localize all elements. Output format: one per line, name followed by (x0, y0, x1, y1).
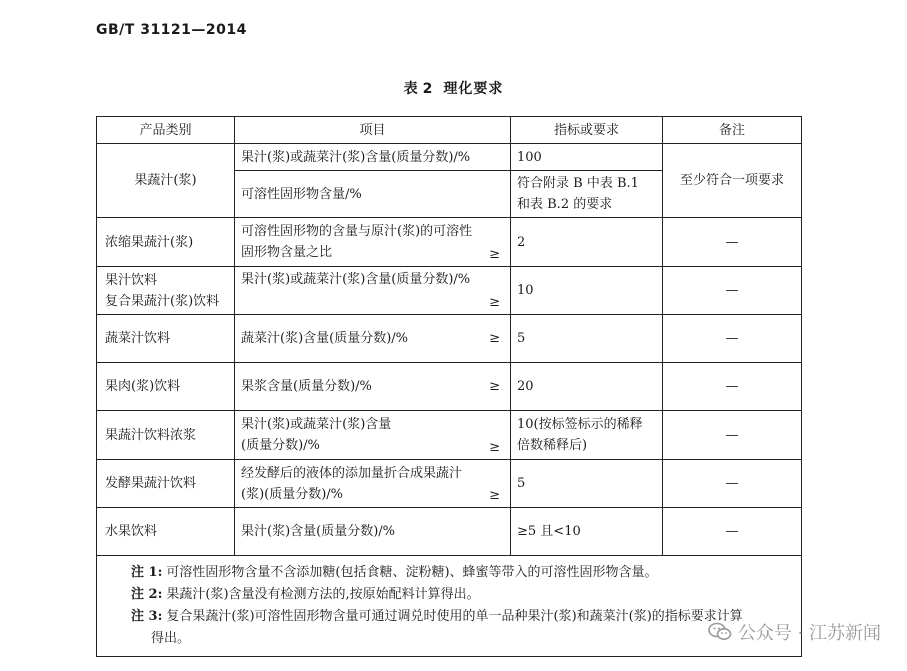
note-item (131, 562, 773, 584)
note-text: 果蔬汁(浆)含量没有检测方法的,按原始配料计算得出。 (166, 587, 480, 602)
note-text: 可溶性固形物含量不含添加糖(包括食糖、淀粉糖)、蜂蜜等带入的可溶性固形物含量。 (166, 565, 658, 580)
column-header: 指标或要求 (511, 117, 663, 144)
item-line: (质量分数)/% (241, 438, 320, 453)
item-line: 蔬菜汁(浆)含量(质量分数)/% (241, 331, 409, 346)
table-row (97, 411, 802, 460)
value-cell: 5 (511, 460, 663, 508)
note-label: 注 1: (131, 565, 163, 580)
remark-cell: — (663, 460, 802, 508)
table-title-prefix: 表 (403, 81, 419, 97)
value-line: 倍数稀释后) (517, 438, 588, 453)
item-cell: 果汁(浆)含量(质量分数)/% (235, 508, 511, 556)
category-line: 复合果蔬汁(浆)饮料 (105, 293, 220, 309)
table-header-row (97, 117, 802, 144)
table-row (97, 508, 802, 556)
remark-cell: — (663, 411, 802, 460)
value-cell: 2 (511, 218, 663, 267)
note-label: 注 3: (131, 609, 163, 624)
category-cell: 果蔬汁饮料浓浆 (97, 411, 235, 460)
table-row (97, 218, 802, 267)
item-line: 固形物含量之比 (241, 245, 333, 260)
item-cell: 果汁(浆)或蔬菜汁(浆)含量(质量分数)/% (235, 144, 511, 171)
remark-cell: — (663, 218, 802, 267)
value-cell: 10 (511, 267, 663, 315)
category-cell (97, 267, 235, 315)
column-header: 产品类别 (97, 117, 235, 144)
table-row (97, 363, 802, 411)
item-line: (浆)(质量分数)/% (241, 486, 344, 502)
category-cell: 蔬菜汁饮料 (97, 315, 235, 363)
table-row (97, 460, 802, 508)
category-cell: 浓缩果蔬汁(浆) (97, 218, 235, 267)
table-title-number: 2 (422, 81, 434, 97)
value-cell: 100 (511, 144, 663, 171)
note-label: 注 2: (131, 587, 163, 602)
item-line: 果汁(浆)或蔬菜汁(浆)含量 (241, 417, 392, 432)
category-cell: 果蔬汁(浆) (97, 144, 235, 218)
remark-cell: — (663, 267, 802, 315)
remark-cell: — (663, 315, 802, 363)
item-line: 经发酵后的液体的添加量折合成果蔬汁 (241, 465, 463, 481)
value-cell: ≥5 且<10 (511, 508, 663, 556)
value-line: 符合附录 B 中表 B.1 (517, 176, 639, 191)
table-row (97, 144, 802, 171)
value-cell (511, 411, 663, 460)
category-cell: 水果饮料 (97, 508, 235, 556)
item-cell (235, 315, 511, 363)
greater-equal-sign: ≥ (489, 488, 500, 503)
standard-code: GB/T 31121—2014 (96, 22, 247, 38)
greater-equal-sign: ≥ (489, 378, 500, 394)
note-text: 复合果蔬汁(浆)可溶性固形物含量可通过调兑时使用的单一品种果汁(浆)和蔬菜汁(浆)的指标要求计算 (166, 609, 743, 624)
wechat-logo-icon (708, 622, 732, 642)
item-cell (235, 267, 511, 315)
item-line: 果汁(浆)或蔬菜汁(浆)含量(质量分数)/% (241, 272, 471, 287)
category-cell: 发酵果蔬汁饮料 (97, 460, 235, 508)
greater-equal-sign: ≥ (489, 247, 500, 262)
notes-row (97, 556, 802, 657)
watermark (708, 619, 881, 645)
item-cell (235, 411, 511, 460)
table-title-text: 理化要求 (443, 81, 504, 97)
item-cell (235, 363, 511, 411)
value-line: 10(按标签标示的稀释 (517, 417, 643, 432)
remark-cell: — (663, 363, 802, 411)
note-continuation: 得出。 (151, 631, 191, 646)
remark-cell: — (663, 508, 802, 556)
value-cell: 5 (511, 315, 663, 363)
note-item (131, 584, 773, 606)
table-title (0, 78, 907, 98)
note-item (131, 606, 773, 628)
value-cell (511, 171, 663, 218)
item-cell (235, 460, 511, 508)
item-cell: 可溶性固形物含量/% (235, 171, 511, 218)
column-header: 项目 (235, 117, 511, 144)
table-row (97, 315, 802, 363)
remark-cell: 至少符合一项要求 (663, 144, 802, 218)
category-line: 果汁饮料 (105, 272, 158, 288)
watermark-text: 公众号 · 江苏新闻 (737, 623, 881, 644)
notes-cell (97, 556, 802, 657)
column-header: 备注 (663, 117, 802, 144)
requirements-table (96, 116, 802, 657)
item-cell (235, 218, 511, 267)
greater-equal-sign: ≥ (489, 295, 500, 310)
item-line: 果浆含量(质量分数)/% (241, 379, 372, 394)
greater-equal-sign: ≥ (489, 330, 500, 346)
item-line: 可溶性固形物的含量与原汁(浆)的可溶性 (241, 224, 473, 239)
category-cell: 果肉(浆)饮料 (97, 363, 235, 411)
value-cell: 20 (511, 363, 663, 411)
value-line: 和表 B.2 的要求 (517, 197, 613, 212)
greater-equal-sign: ≥ (489, 440, 500, 455)
table-row (97, 267, 802, 315)
